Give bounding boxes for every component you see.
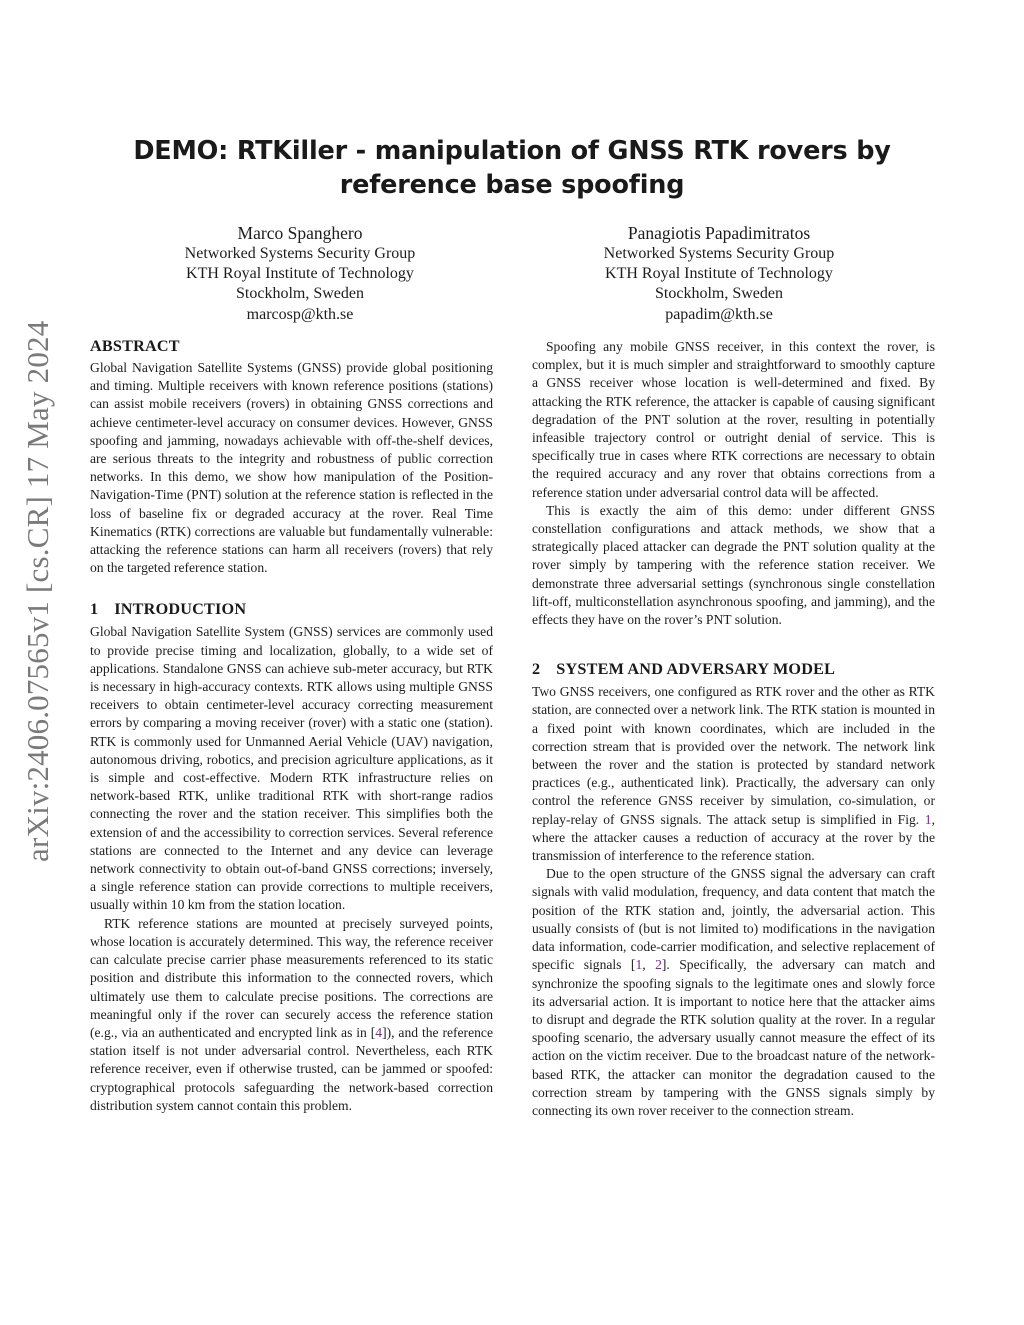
abstract-heading bbox=[90, 336, 493, 356]
abstract-heading-text: ABSTRACT bbox=[90, 337, 180, 355]
author-institution: KTH Royal Institute of Technology bbox=[605, 265, 833, 283]
right-paragraph-1: Spoofing any mobile GNSS receiver, in this context the rover, is complex, but it is much simpler and straightforward to smoothly capture a GNSS receiver whose location is well-determined and fixed. By attacking the RTK reference, the attacker is capable of causing significant degradation of the PNT solution at the rover, resulting in potentially infeasible trajectory control or outright denial of service. This is specifically true in cases where RTK corrections are necessary to obtain the required accuracy and any rover that obtains corrections from a reference station under adversarial control data will be affected. bbox=[532, 339, 935, 500]
system-paragraph-1 bbox=[532, 683, 935, 865]
intro-paragraph-1: Global Navigation Satellite System (GNSS) services are commonly used to provide precise timing and localization, globally, to a wide set of applications. Standalone GNSS can achieve sub-meter accuracy, but RTK is necessary in high-accuracy contexts. RTK allows using multiple GNSS receivers to obtain centimeter-level accuracy correcting measurement errors by comparing a moving receiver (rover) with a static one (station). RTK is commonly used for Unmanned Aerial Vehicle (UAV) navigation, autonomous driving, robotics, and precision agriculture applications, as it is simple and cost-effective. Modern RTK infrastructure relies on network-based RTK, unlike traditional RTK with short-range radios connecting the rover and the station receiver. This simplifies both the extension of and the accessibility to correction services. Several reference stations are connected to the Internet and any device can leverage network connectivity to obtain out-of-band GNSS corrections; inversely, a single reference station can provide corrections to multiple receivers, usually within 10 km from the station location. bbox=[90, 624, 493, 913]
section-number: 2 bbox=[532, 660, 541, 679]
author-group: Networked Systems Security Group bbox=[603, 245, 835, 262]
author-email[interactable]: marcosp@kth.se bbox=[246, 305, 354, 323]
citation-link[interactable]: 4 bbox=[375, 1024, 383, 1040]
section-number: 1 bbox=[90, 600, 99, 619]
intro-paragraph-2 bbox=[90, 915, 493, 1115]
paper-title: DEMO: RTKiller - manipulation of GNSS RTK rovers by reference base spoofing bbox=[133, 136, 891, 200]
text-run: , bbox=[642, 957, 656, 973]
section-title: INTRODUCTION bbox=[114, 600, 247, 619]
text-run: Due to the open structure of the GNSS signal the adversary can craft signals with valid modulation, frequency, and data content that match the position of the RTK station and, jointly, the adversarial action. This usually consists of (but is not limited to) modifications in the navigation data information, code-carrier modification, and selective replacement of specific signals [ bbox=[532, 866, 935, 973]
author-name: Panagiotis Papadimitratos bbox=[627, 223, 811, 243]
author-block-1 bbox=[140, 222, 460, 325]
left-column bbox=[90, 336, 493, 1115]
citation-link[interactable]: 2 bbox=[655, 957, 662, 973]
right-column bbox=[532, 338, 935, 1120]
author-group: Networked Systems Security Group bbox=[184, 245, 416, 262]
text-run: RTK reference stations are mounted at precisely surveyed points, whose location is accurately determined. This way, the reference receiver can calculate precise carrier phase measurements referenced to its static position and distribute this information to the connected rovers, which ultimately use them to calculate precise positions. The corrections are meaningful only if the rover can securely access the reference station (e.g., via an authenticated and encrypted link as in [ bbox=[90, 915, 493, 1040]
system-heading bbox=[532, 659, 935, 679]
citation-link[interactable]: 1 bbox=[635, 957, 643, 973]
intro-heading bbox=[90, 599, 493, 619]
abstract-text: Global Navigation Satellite Systems (GNSS) provide global positioning and timing. Multiple receivers with known reference positions (stations) can assist mobile receivers (rovers) in obtaining GNSS corrections and achieve centimeter-level accuracy on consumer devices. However, GNSS spoofing and jamming, nowadays achievable with off-the-shelf devices, are serious threats to the integrity and robustness of public correction networks. In this demo, we show how manipulation of the Position-Navigation-Time (PNT) solution at the reference station is reflected in the loss of baseline fix or degraded accuracy at the rover. Real Time Kinematics (RTK) corrections are valuable but fundamentally vulnerable: attacking the reference stations can harm all receivers (rovers) that rely on the targeted reference station. bbox=[90, 360, 493, 576]
author-institution: KTH Royal Institute of Technology bbox=[186, 265, 414, 283]
author-email[interactable]: papadim@kth.se bbox=[665, 305, 773, 323]
author-block-2 bbox=[559, 222, 879, 325]
arxiv-identifier: arXiv:2406.07565v1 [cs.CR] 17 May 2024 bbox=[20, 320, 55, 862]
figure-link[interactable]: 1 bbox=[924, 811, 932, 827]
author-name: Marco Spanghero bbox=[237, 223, 363, 243]
system-paragraph-2 bbox=[532, 865, 935, 1120]
author-location: Stockholm, Sweden bbox=[236, 285, 364, 303]
text-run: ]. Specifically, the adversary can match and synchronize the spoofing signals to the legitimate ones and slowly force its adversarial action. It is important to notice here that the attacker aims to disrupt and degrade the RTK solution quality at the rover. In a regular spoofing scenario, the adversary usually cannot measure the effect of its action on the victim receiver. Due to the broadcast nature of the network-based RTK, the attacker can monitor the degradation caused to the correction stream by tampering with the GNSS signals simply by connecting its own rover receiver to the connection stream. bbox=[532, 957, 936, 1118]
section-title: SYSTEM AND ADVERSARY MODEL bbox=[556, 660, 836, 679]
text-run: ]), and the reference station itself is not under adversarial control. Nevertheless, each RTK reference receiver, even if otherwise trusted, can be jammed or spoofed: cryptographical protocols safeguarding the network-based correction distribution system cannot contain this problem. bbox=[90, 1024, 493, 1113]
text-run: Two GNSS receivers, one configured as RTK rover and the other as RTK station, are connected over a network link. The RTK station is mounted in a fixed point with known coordinates, which are included in the correction stream that is provided over the network. The network link between the rover and the station is protected by standard network practices (e.g., authenticated link). Practically, the adversary can only control the reference GNSS receiver by simulation, co-simulation, or replay-relay of GNSS signals. The attack setup is simplified in Fig. bbox=[532, 684, 935, 827]
author-location: Stockholm, Sweden bbox=[655, 285, 783, 303]
text-run: , where the attacker causes a reduction of accuracy at the rover by the transmission of interference to the reference station. bbox=[532, 811, 935, 864]
right-paragraph-2: This is exactly the aim of this demo: under different GNSS constellation configurations and attack methods, we show that a strategically placed attacker can degrade the PNT solution quality at the rover simply by tampering with the reference station receiver. We demonstrate three adversarial settings (synchronous single constellation lift-off, multiconstellation asynchronous spoofing, and jamming), and the effects they have on the rover’s PNT solution. bbox=[532, 502, 935, 628]
